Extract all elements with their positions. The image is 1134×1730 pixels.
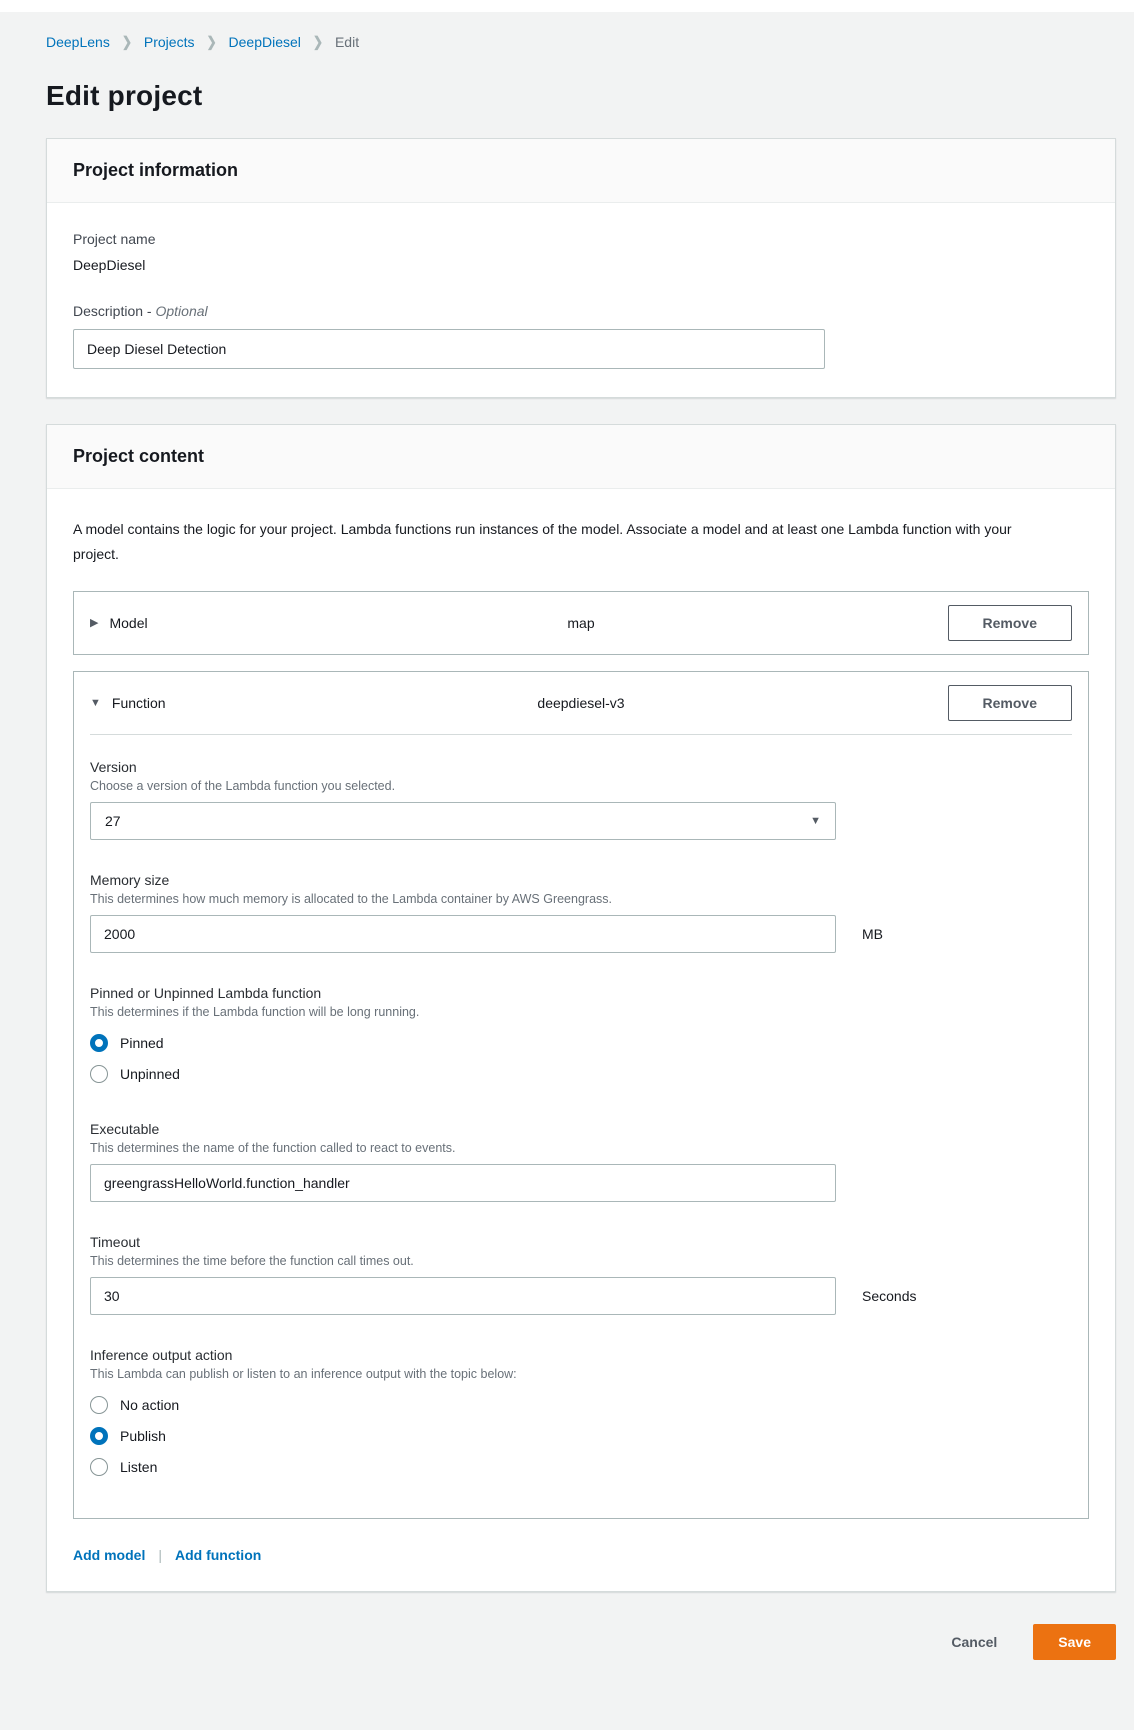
memory-size-label: Memory size [90,872,170,888]
radio-icon [90,1065,108,1083]
inference-label: Inference output action [90,1347,233,1363]
top-strip [0,0,1134,12]
project-name-value: DeepDiesel [73,257,146,273]
timeout-group [90,1234,1072,1315]
remove-function-button[interactable]: Remove [948,685,1072,721]
function-expander[interactable] [90,695,166,711]
model-expander[interactable] [90,615,148,631]
add-links [73,1547,1089,1563]
model-row-header [74,592,1088,654]
radio-icon [90,1034,108,1052]
memory-unit-label: MB [862,926,883,942]
radio-icon [90,1458,108,1476]
save-button[interactable]: Save [1033,1624,1116,1660]
radio-publish[interactable]: Publish [90,1420,1072,1451]
function-form [74,735,1088,1518]
timeout-unit-label: Seconds [862,1288,917,1304]
function-row-header [74,672,1088,734]
project-information-header [47,139,1115,203]
project-name-label: Project name [73,231,156,247]
breadcrumb-link-projects[interactable]: Projects [143,34,195,50]
project-content-header [47,425,1115,489]
function-row-label: Function [111,695,166,711]
chevron-right-icon: ❯ [312,33,323,51]
timeout-input[interactable] [90,1277,836,1315]
radio-no-action[interactable]: No action [90,1389,1072,1420]
project-name-field [73,231,1089,273]
radio-unpinned[interactable]: Unpinned [90,1058,1072,1089]
executable-group [90,1121,1072,1202]
radio-icon [90,1396,108,1414]
triangle-right-icon: ▶ [90,616,99,629]
executable-input[interactable] [90,1164,836,1202]
version-label: Version [90,759,137,775]
project-content-card [46,424,1116,1592]
inference-group [90,1347,1072,1482]
cancel-button[interactable]: Cancel [945,1633,1003,1651]
radio-pinned[interactable]: Pinned [90,1027,1072,1058]
project-information-title: Project information [73,160,239,180]
project-content-title: Project content [73,446,205,466]
optional-hint: Optional [155,303,208,319]
remove-model-button[interactable]: Remove [948,605,1072,641]
breadcrumb [46,12,1116,50]
version-selected-value: 27 [105,813,121,829]
footer-actions [46,1624,1116,1660]
memory-size-description: This determines how much memory is allocated to the Lambda container by AWS Greengrass. [90,892,612,906]
radio-listen[interactable]: Listen [90,1451,1072,1482]
pinned-description: This determines if the Lambda function will be long running. [90,1005,420,1019]
executable-label: Executable [90,1121,160,1137]
version-description: Choose a version of the Lambda function you selected. [90,779,396,793]
radio-icon [90,1427,108,1445]
breadcrumb-link-deeplens[interactable]: DeepLens [46,34,110,50]
executable-description: This determines the name of the function called to react to events. [90,1141,456,1155]
model-name-value: map [567,615,595,631]
add-model-link[interactable]: Add model [73,1547,146,1563]
links-separator: | [158,1547,162,1563]
function-name-value: deepdiesel-v3 [537,695,625,711]
description-input[interactable] [73,329,825,369]
version-select[interactable] [90,802,836,840]
description-label: Description - Optional [73,303,208,319]
timeout-label: Timeout [90,1234,141,1250]
project-information-body [47,203,1115,397]
model-row [73,591,1089,655]
version-group [90,759,1072,840]
memory-size-group [90,872,1072,953]
pinned-group [90,985,1072,1089]
description-field [73,303,1089,369]
chevron-right-icon: ❯ [206,33,217,51]
project-content-body [47,489,1115,1591]
pinned-radio-group [90,1027,1072,1089]
project-content-intro: A model contains the logic for your project. Lambda functions run instances of the model. Associate a model and at least one Lambda function with your project. [73,521,1012,562]
chevron-right-icon: ❯ [121,33,132,51]
timeout-description: This determines the time before the function call times out. [90,1254,414,1268]
add-function-link[interactable]: Add function [174,1547,262,1563]
page-content [0,12,1134,1700]
page-title: Edit project [46,80,203,111]
memory-size-input[interactable] [90,915,836,953]
chevron-down-icon: ▼ [810,815,821,827]
function-panel [73,671,1089,1519]
triangle-down-icon: ▼ [90,696,101,709]
inference-radio-group [90,1389,1072,1482]
inference-description: This Lambda can publish or listen to an inference output with the topic below: [90,1367,517,1381]
breadcrumb-link-deepdiesel[interactable]: DeepDiesel [228,34,301,50]
breadcrumb-current-edit: Edit [334,34,360,50]
project-information-card [46,138,1116,398]
pinned-label: Pinned or Unpinned Lambda function [90,985,322,1001]
model-row-label: Model [109,615,148,631]
